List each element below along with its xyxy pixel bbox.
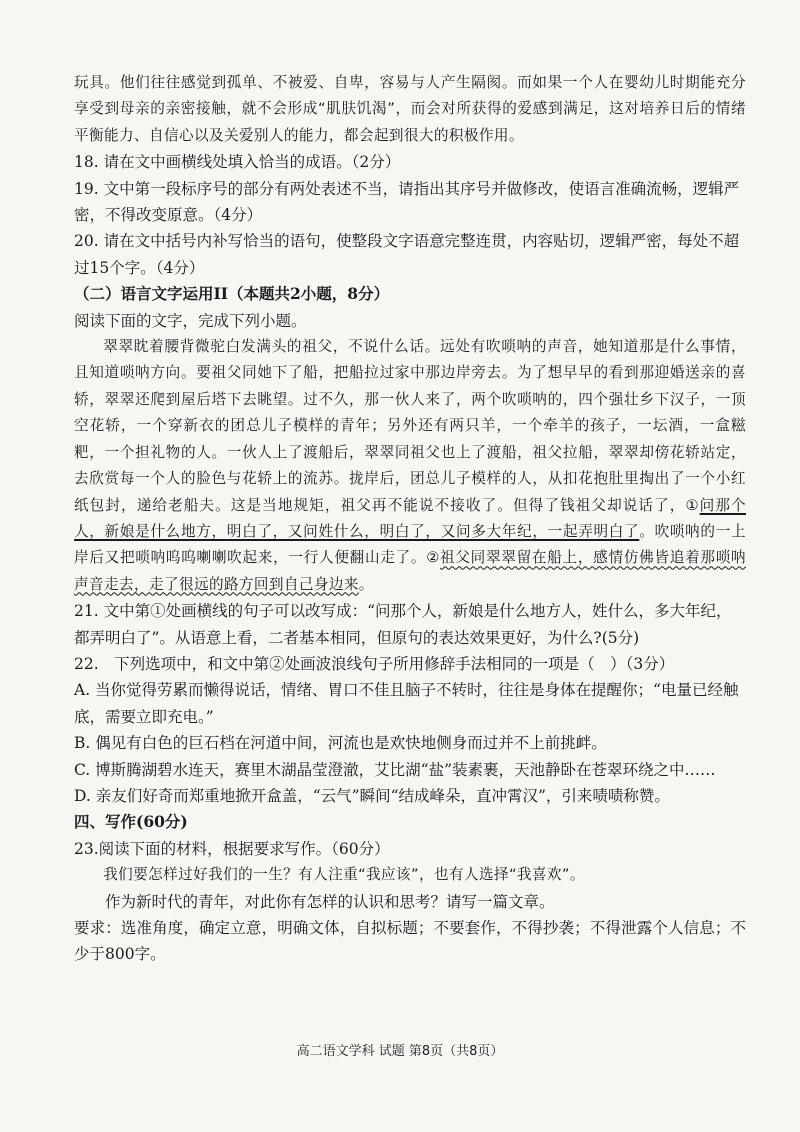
section4-heading: 四、写作(60分) [74, 812, 188, 832]
circled-marker-2: ② [426, 549, 441, 567]
wavy-sentence-2: 祖父同翠翠留在船上，感情仿佛皆追着那唢呐声音走去，走了很远的路方回到自己身边来 [74, 549, 747, 593]
passage2-end: 。 [358, 575, 374, 593]
question-22-option-c: C. 博斯腾湖碧水连天，赛里木湖晶莹澄澈，艾比湖“盐”装素裹，天池静卧在苍翠环绕之中…… [74, 760, 716, 779]
page-footer: 高二语文学科 试题 第8页（共8页） [296, 1044, 504, 1059]
section2-heading: （二）语言文字运用II（本题共2小题，8分） [74, 284, 390, 304]
question-22-stem: 22. 下列选项中，和文中第②处画波浪线句子所用修辞手法相同的一项是（ ）（3分） [74, 654, 675, 673]
question-22-option-d: D. 亲友们好奇而郑重地掀开盒盖，“云气”瞬间“结成峰朵，直冲霄汉”，引来啧啧称赞。 [74, 786, 670, 805]
writing-requirements: 要求：选准角度，确定立意，明确文体，自拟标题；不要套作，不得抄袭；不得泄露个人信息；不少于800字。 [74, 919, 746, 964]
writing-material-2: 作为新时代的青年，对此你有怎样的认识和思考？请写一篇文章。 [105, 892, 555, 911]
question-20: 20. 请在文中括号内补写恰当的语句，使整段文字语意完整连贯，内容贴切，逻辑严密，每处不超过15个字。（4分） [74, 232, 740, 277]
question-21: 21. 文中第①处画横线的句子可以改写成：“问那个人，新娘是什么地方人，姓什么，多大年纪，都弄明白了”。从语意上看，二者基本相同，但原句的表达效果更好，为什么?(5分) [74, 602, 732, 647]
writing-material-1: 我们要怎样过好我们的一生？有人注重“我应该”，也有人选择“我喜欢”。 [103, 866, 585, 884]
passage2-middle: 。吹唢呐的一上岸后又把唢呐呜呜喇喇吹起来，一行人便翻山走了。 [74, 522, 746, 567]
section2-instruction: 阅读下面的文字，完成下列小题。 [74, 311, 307, 330]
circled-marker-1: ① [685, 496, 700, 514]
passage2 [74, 334, 746, 598]
underlined-sentence-1: 问那个人，新娘是什么地方，明白了，又问姓什么，明白了，又问多大年纪，一起弄明白了 [74, 496, 747, 540]
question-23: 23.阅读下面的材料，根据要求写作。（60分） [74, 839, 390, 858]
question-18: 18. 请在文中画横线处填入恰当的成语。（2分） [74, 153, 401, 172]
passage1-tail: 玩具。他们往往感觉到孤单、不被爱、自卑，容易与人产生隔阂。而如果一个人在婴幼儿时期能充分享受到母亲的亲密接触，就不会形成“肌肤饥渴”，而会对所获得的爱感到满足，这对培养日后的情绪平衡能力、自信心以及关爱别人的能力，都会起到很大的积极作用。 [74, 74, 746, 144]
page-content [74, 70, 746, 968]
passage2-main: 翠翠眈着腰背微驼白发满头的祖父，不说什么话。远处有吹唢呐的声音，她知道那是什么事情，且知道唢呐方向。要祖父同她下了船，把船拉过家中那边岸旁去。为了想早早的看到那迎婚送亲的喜轿，翠翠还爬到屋后塔下去眺望。过不久，那一伙人来了，两个吹唢呐的，四个强壮乡下汉子，一顶空花轿，一个穿新衣的团总儿子模样的青年；另外还有两只羊，一个牵羊的孩子，一坛酒，一盒糍粑，一个担礼物的人。一伙人上了渡船后，翠翠同祖父也上了渡船，祖父拉船，翠翠却傍花轿站定，去欣赏每一个人的脸色与花轿上的流苏。拢岸后，团总儿子模样的人，从扣花抱肚里掏出了一个小红纸包封，递给老船夫。这是当地规矩，祖父再不能说不接收了。但得了钱祖父却说话了， [74, 338, 746, 514]
question-19: 19. 文中第一段标序号的部分有两处表述不当，请指出其序号并做修改，使语言准确流畅，逻辑严密，不得改变原意。（4分） [74, 179, 740, 225]
question-22-option-a: A. 当你觉得劳累而懒得说话，情绪、胃口不佳且脑子不转时，往往是身体在提醒你；“电量已经触底，需要立即充电。” [74, 681, 739, 726]
question-22-option-b: B. 偶见有白色的巨石档在河道中间，河流也是欢快地侧身而过并不上前挑衅。 [74, 734, 607, 753]
